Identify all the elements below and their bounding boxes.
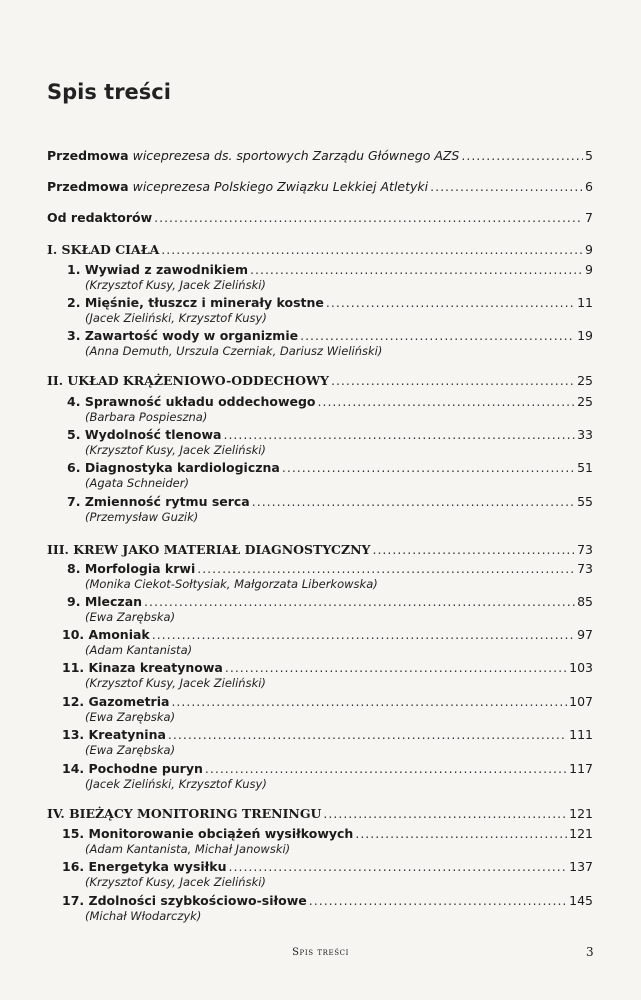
toc-part[interactable]	[47, 542, 593, 558]
toc-entry-front[interactable]	[47, 210, 593, 226]
chapter-page-number: 33	[577, 427, 593, 442]
entry-label	[47, 210, 152, 226]
chapter-number: 3.	[67, 328, 81, 343]
toc-chapter[interactable]	[62, 859, 593, 875]
chapter-title: Pochodne puryn	[88, 761, 203, 776]
dot-leader	[309, 893, 567, 909]
chapter-authors: (Ewa Zarębska)	[85, 710, 176, 724]
page-number: 3	[586, 945, 594, 959]
chapter-title: Kreatynina	[88, 727, 166, 742]
chapter-label	[62, 761, 203, 777]
chapter-title: Zmienność rytmu serca	[84, 494, 250, 509]
chapter-authors: (Ewa Zarębska)	[85, 610, 176, 624]
toc-chapter[interactable]	[67, 594, 593, 610]
chapter-number: 15.	[62, 826, 85, 841]
toc-chapter[interactable]	[67, 561, 593, 577]
page-title: Spis treści	[47, 80, 171, 104]
toc-chapter[interactable]	[67, 460, 593, 476]
chapter-page-number: 121	[569, 826, 593, 841]
toc-chapter[interactable]	[67, 295, 593, 311]
chapter-authors: (Jacek Zieliński, Krzysztof Kusy)	[85, 777, 267, 791]
entry-label	[47, 148, 459, 164]
part-label: IV. BIEŻĄCY MONITORING TRENINGU	[47, 806, 322, 821]
entry-page-number: 7	[585, 210, 593, 225]
chapter-label	[67, 394, 316, 410]
chapter-page-number: 97	[577, 627, 593, 642]
toc-chapter[interactable]	[62, 826, 593, 842]
chapter-authors: (Michał Włodarczyk)	[85, 909, 202, 923]
chapter-authors: (Przemysław Guzik)	[85, 510, 199, 524]
dot-leader	[355, 826, 567, 842]
toc-part[interactable]	[47, 806, 593, 822]
chapter-label	[62, 859, 227, 875]
chapter-authors: (Krzysztof Kusy, Jacek Zieliński)	[85, 676, 266, 690]
chapter-page-number: 19	[577, 328, 593, 343]
chapter-title: Wywiad z zawodnikiem	[84, 262, 249, 277]
chapter-authors: (Jacek Zieliński, Krzysztof Kusy)	[85, 311, 267, 325]
toc-entry-front[interactable]	[47, 179, 593, 195]
chapter-authors: (Ewa Zarębska)	[85, 743, 176, 757]
chapter-label	[62, 826, 353, 842]
part-page-number: 9	[585, 242, 593, 257]
toc-chapter[interactable]	[62, 893, 593, 909]
dot-leader	[197, 561, 575, 577]
entry-label	[47, 179, 428, 195]
chapter-title: Zawartość wody w organizmie	[84, 328, 299, 343]
part-page-number: 121	[569, 806, 593, 821]
chapter-page-number: 85	[577, 594, 593, 609]
chapter-number: 5.	[67, 427, 81, 442]
toc-chapter[interactable]	[67, 494, 593, 510]
chapter-title: Amoniak	[88, 627, 150, 642]
dot-leader	[372, 542, 575, 558]
dot-leader	[252, 494, 575, 510]
dot-leader	[168, 727, 567, 743]
entry-italic-subtitle: wiceprezesa Polskiego Związku Lekkiej Atletyki	[128, 179, 429, 194]
chapter-authors: (Anna Demuth, Urszula Czerniak, Dariusz Wieliński)	[85, 344, 383, 358]
chapter-number: 8.	[67, 561, 81, 576]
chapter-number: 17.	[62, 893, 85, 908]
dot-leader	[144, 594, 575, 610]
chapter-label	[62, 893, 307, 909]
chapter-page-number: 107	[569, 694, 593, 709]
chapter-authors: (Adam Kantanista)	[85, 643, 193, 657]
toc-chapter[interactable]	[62, 727, 593, 743]
chapter-number: 13.	[62, 727, 85, 742]
part-page-number: 25	[577, 373, 593, 388]
part-label: III. KREW JAKO MATERIAŁ DIAGNOSTYCZNY	[47, 542, 371, 557]
part-label: II. UKŁAD KRĄŻENIOWO-ODDECHOWY	[47, 373, 329, 388]
chapter-label	[62, 727, 166, 743]
toc-chapter[interactable]	[62, 660, 593, 676]
chapter-authors: (Agata Schneider)	[85, 476, 189, 490]
entry-bold-title: Przedmowa	[47, 148, 129, 163]
chapter-label	[67, 295, 324, 311]
toc-chapter[interactable]	[67, 262, 593, 278]
chapter-number: 1.	[67, 262, 81, 277]
dot-leader	[326, 295, 575, 311]
chapter-label	[67, 262, 248, 278]
dot-leader	[223, 427, 575, 443]
chapter-label	[67, 561, 195, 577]
chapter-title: Morfologia krwi	[84, 561, 196, 576]
chapter-title: Zdolności szybkościowo-siłowe	[88, 893, 307, 908]
entry-italic-subtitle: wiceprezesa ds. sportowych Zarządu Głównego AZS	[128, 148, 460, 163]
toc-chapter[interactable]	[67, 427, 593, 443]
dot-leader	[225, 660, 567, 676]
chapter-page-number: 9	[585, 262, 593, 277]
toc-part[interactable]	[47, 242, 593, 258]
dot-leader	[461, 148, 583, 164]
chapter-number: 16.	[62, 859, 85, 874]
chapter-page-number: 25	[577, 394, 593, 409]
dot-leader	[300, 328, 575, 344]
chapter-label	[62, 660, 223, 676]
entry-page-number: 6	[585, 179, 593, 194]
dot-leader	[154, 210, 583, 226]
toc-chapter[interactable]	[62, 694, 593, 710]
chapter-number: 10.	[62, 627, 85, 642]
toc-chapter[interactable]	[67, 328, 593, 344]
dot-leader	[171, 694, 567, 710]
part-page-number: 73	[577, 542, 593, 557]
toc-chapter[interactable]	[62, 761, 593, 777]
chapter-page-number: 103	[569, 660, 593, 675]
toc-chapter[interactable]	[67, 394, 593, 410]
dot-leader	[229, 859, 568, 875]
dot-leader	[323, 806, 567, 822]
entry-bold-title: Od redaktorów	[47, 210, 153, 225]
chapter-page-number: 137	[569, 859, 593, 874]
entry-bold-title: Przedmowa	[47, 179, 129, 194]
chapter-number: 9.	[67, 594, 81, 609]
running-title: Spis treści	[292, 947, 349, 958]
part-label: I. SKŁAD CIAŁA	[47, 242, 160, 257]
dot-leader	[318, 394, 576, 410]
chapter-title: Gazometria	[88, 694, 170, 709]
chapter-number: 7.	[67, 494, 81, 509]
chapter-number: 6.	[67, 460, 81, 475]
chapter-title: Energetyka wysiłku	[88, 859, 227, 874]
toc-entry-front[interactable]	[47, 148, 593, 164]
toc-chapter[interactable]	[62, 627, 593, 643]
chapter-label	[62, 627, 150, 643]
dot-leader	[161, 242, 583, 258]
chapter-title: Monitorowanie obciążeń wysiłkowych	[88, 826, 354, 841]
dot-leader	[282, 460, 575, 476]
toc-part[interactable]	[47, 373, 593, 389]
chapter-label	[67, 460, 280, 476]
entry-page-number: 5	[585, 148, 593, 163]
chapter-page-number: 55	[577, 494, 593, 509]
chapter-authors: (Krzysztof Kusy, Jacek Zieliński)	[85, 278, 266, 292]
chapter-page-number: 73	[577, 561, 593, 576]
dot-leader	[331, 373, 575, 389]
chapter-authors: (Krzysztof Kusy, Jacek Zieliński)	[85, 875, 266, 889]
chapter-label	[67, 494, 250, 510]
dot-leader	[430, 179, 583, 195]
chapter-number: 4.	[67, 394, 81, 409]
chapter-number: 2.	[67, 295, 81, 310]
chapter-title: Mięśnie, tłuszcz i minerały kostne	[84, 295, 324, 310]
chapter-title: Mleczan	[84, 594, 143, 609]
chapter-label	[62, 694, 169, 710]
chapter-authors: (Barbara Pospieszna)	[85, 410, 208, 424]
chapter-number: 11.	[62, 660, 85, 675]
chapter-title: Kinaza kreatynowa	[88, 660, 223, 675]
chapter-title: Sprawność układu oddechowego	[84, 394, 316, 409]
chapter-page-number: 111	[569, 727, 593, 742]
chapter-label	[67, 594, 142, 610]
dot-leader	[250, 262, 583, 278]
chapter-authors: (Adam Kantanista, Michał Janowski)	[85, 842, 291, 856]
chapter-label	[67, 328, 298, 344]
chapter-page-number: 117	[569, 761, 593, 776]
chapter-authors: (Krzysztof Kusy, Jacek Zieliński)	[85, 443, 266, 457]
chapter-page-number: 145	[569, 893, 593, 908]
chapter-label	[67, 427, 221, 443]
dot-leader	[205, 761, 567, 777]
chapter-number: 14.	[62, 761, 85, 776]
chapter-title: Wydolność tlenowa	[84, 427, 222, 442]
chapter-number: 12.	[62, 694, 85, 709]
dot-leader	[152, 627, 575, 643]
chapter-page-number: 51	[577, 460, 593, 475]
chapter-title: Diagnostyka kardiologiczna	[84, 460, 280, 475]
chapter-page-number: 11	[577, 295, 593, 310]
chapter-authors: (Monika Ciekot-Sołtysiak, Małgorzata Liberkowska)	[85, 577, 378, 591]
